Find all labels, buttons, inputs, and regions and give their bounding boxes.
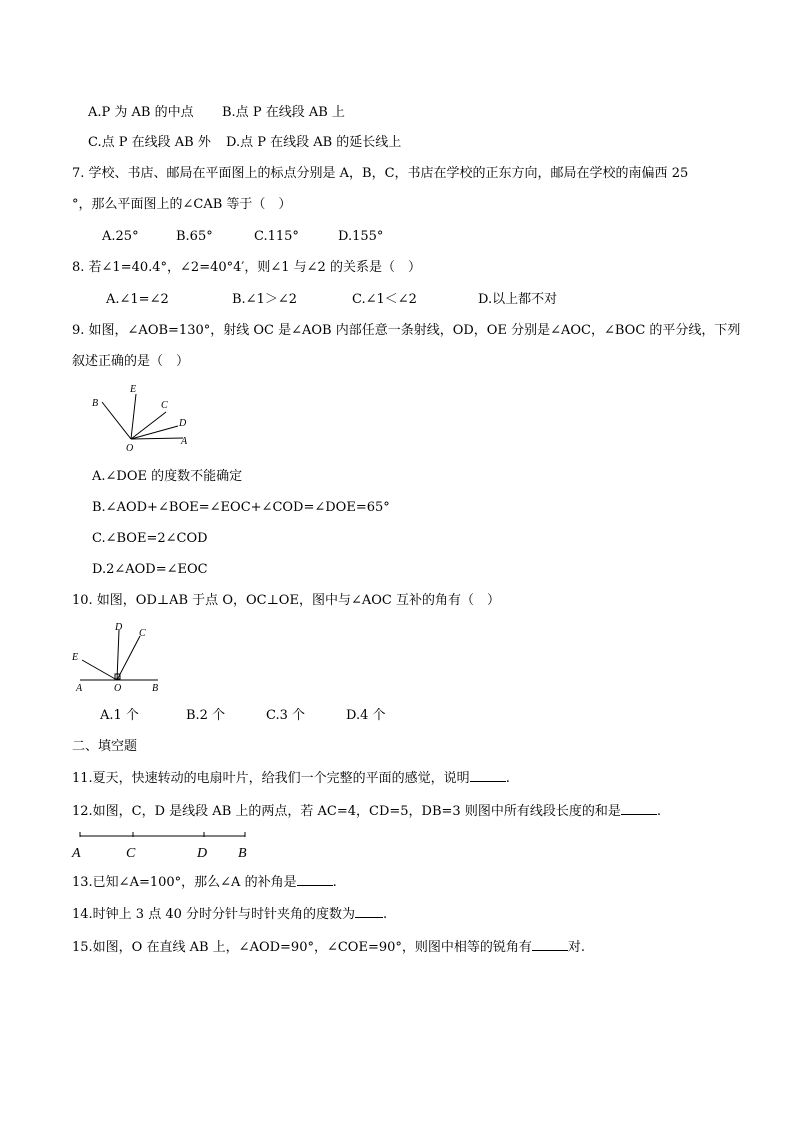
q8-option-a: A.∠1=∠2 bbox=[106, 292, 169, 307]
q14-end: . bbox=[383, 907, 388, 922]
q9-angle-figure bbox=[88, 380, 198, 455]
q11-text: 11.夏天，快速转动的电扇叶片，给我们一个完整的平面的感觉，说明 bbox=[72, 771, 470, 786]
q15-answer-blank[interactable] bbox=[532, 938, 568, 951]
label-a: A bbox=[181, 436, 188, 447]
q14-answer-blank[interactable] bbox=[355, 905, 383, 918]
q12-answer-blank[interactable] bbox=[621, 802, 657, 815]
label-b: B bbox=[152, 683, 159, 694]
label-a: A bbox=[72, 846, 81, 861]
section-title: 二、填空题 bbox=[72, 739, 138, 754]
q6-option-b: B.点 P 在线段 AB 上 bbox=[222, 105, 345, 120]
ray-oe bbox=[82, 660, 117, 680]
q6-option-c: C.点 P 在线段 AB 外 bbox=[88, 135, 211, 150]
q7-stem-line2: °，那么平面图上的∠CAB 等于（ ） bbox=[72, 197, 292, 212]
q9-option-a: A.∠DOE 的度数不能确定 bbox=[92, 469, 243, 484]
q10-option-b: B.2 个 bbox=[186, 708, 226, 723]
label-c: C bbox=[161, 400, 168, 411]
q15-line bbox=[72, 938, 585, 957]
q15-end: 对. bbox=[567, 940, 586, 955]
q14-text: 14.时钟上 3 点 40 分时分针与时针夹角的度数为 bbox=[72, 907, 356, 922]
q9-stem-line1: 9. 如图，∠AOB=130°，射线 OC 是∠AOB 内部任意一条射线，OD，OE 分别是∠AOC，∠BOC 的平分线，下列 bbox=[72, 323, 741, 338]
q6-option-a: A.P 为 AB 的中点 bbox=[88, 105, 194, 120]
q11-line bbox=[72, 769, 510, 788]
q13-line bbox=[72, 873, 337, 892]
label-e: E bbox=[130, 384, 137, 395]
ray-oe bbox=[131, 394, 136, 439]
q7-option-d: D.155° bbox=[338, 229, 384, 244]
q9-stem-line2: 叙述正确的是（ ） bbox=[72, 354, 190, 369]
q8-option-d: D.以上都不对 bbox=[478, 292, 558, 307]
q12-text: 12.如图，C，D 是线段 AB 上的两点，若 AC=4，CD=5，DB=3 则图中所有线段长度的和是 bbox=[72, 804, 621, 819]
q13-answer-blank[interactable] bbox=[297, 873, 333, 886]
q15-text: 15.如图，O 在直线 AB 上，∠AOD=90°，∠COE=90°，则图中相等的锐角有 bbox=[72, 940, 532, 955]
q7-option-a: A.25° bbox=[102, 229, 139, 244]
label-c: C bbox=[139, 628, 146, 639]
q10-stem: 10. 如图，OD⊥AB 于点 O，OC⊥OE，图中与∠AOC 互补的角有（ ） bbox=[72, 593, 500, 608]
ray-oc bbox=[131, 412, 166, 439]
q14-line bbox=[72, 905, 387, 924]
label-e: E bbox=[72, 652, 79, 663]
q11-end: . bbox=[505, 771, 510, 786]
q12-segment-figure bbox=[70, 826, 260, 862]
ray-oc bbox=[117, 636, 140, 680]
q9-option-c: C.∠BOE=2∠COD bbox=[92, 531, 208, 546]
label-b: B bbox=[92, 398, 99, 409]
q9-option-b: B.∠AOD+∠BOE=∠EOC+∠COD=∠DOE=65° bbox=[92, 500, 390, 515]
q9-option-d: D.2∠AOD=∠EOC bbox=[92, 562, 208, 577]
ray-od bbox=[131, 426, 178, 439]
q10-option-a: A.1 个 bbox=[100, 708, 139, 723]
q13-end: . bbox=[332, 875, 337, 890]
q7-option-c: C.115° bbox=[254, 229, 299, 244]
label-o: O bbox=[114, 683, 122, 694]
label-d: D bbox=[115, 622, 123, 633]
label-d: D bbox=[179, 418, 187, 429]
label-a: A bbox=[76, 683, 83, 694]
label-d: D bbox=[197, 846, 208, 861]
q13-text: 13.已知∠A=100°，那么∠A 的补角是 bbox=[72, 875, 297, 890]
q12-end: . bbox=[656, 804, 661, 819]
q10-option-c: C.3 个 bbox=[266, 708, 306, 723]
q7-option-b: B.65° bbox=[176, 229, 213, 244]
ray-oa bbox=[131, 438, 183, 439]
label-b: B bbox=[238, 846, 247, 861]
q10-option-d: D.4 个 bbox=[346, 708, 386, 723]
q7-stem-line1: 7. 学校、书店、邮局在平面图上的标点分别是 A，B，C，书店在学校的正东方向，邮局在学校的南偏西 25 bbox=[72, 166, 689, 181]
q11-answer-blank[interactable] bbox=[470, 769, 506, 782]
q8-option-c: C.∠1＜∠2 bbox=[352, 292, 417, 307]
q8-option-b: B.∠1＞∠2 bbox=[232, 292, 298, 307]
q10-angle-figure bbox=[70, 618, 170, 696]
ray-od bbox=[117, 630, 119, 680]
q12-line bbox=[72, 802, 661, 821]
label-o: O bbox=[126, 443, 134, 454]
label-c: C bbox=[126, 846, 136, 861]
q6-option-d: D.点 P 在线段 AB 的延长线上 bbox=[226, 135, 402, 150]
ray-ob bbox=[102, 402, 131, 439]
q8-stem: 8. 若∠1=40.4°，∠2=40°4′，则∠1 与∠2 的关系是（ ） bbox=[72, 260, 421, 275]
